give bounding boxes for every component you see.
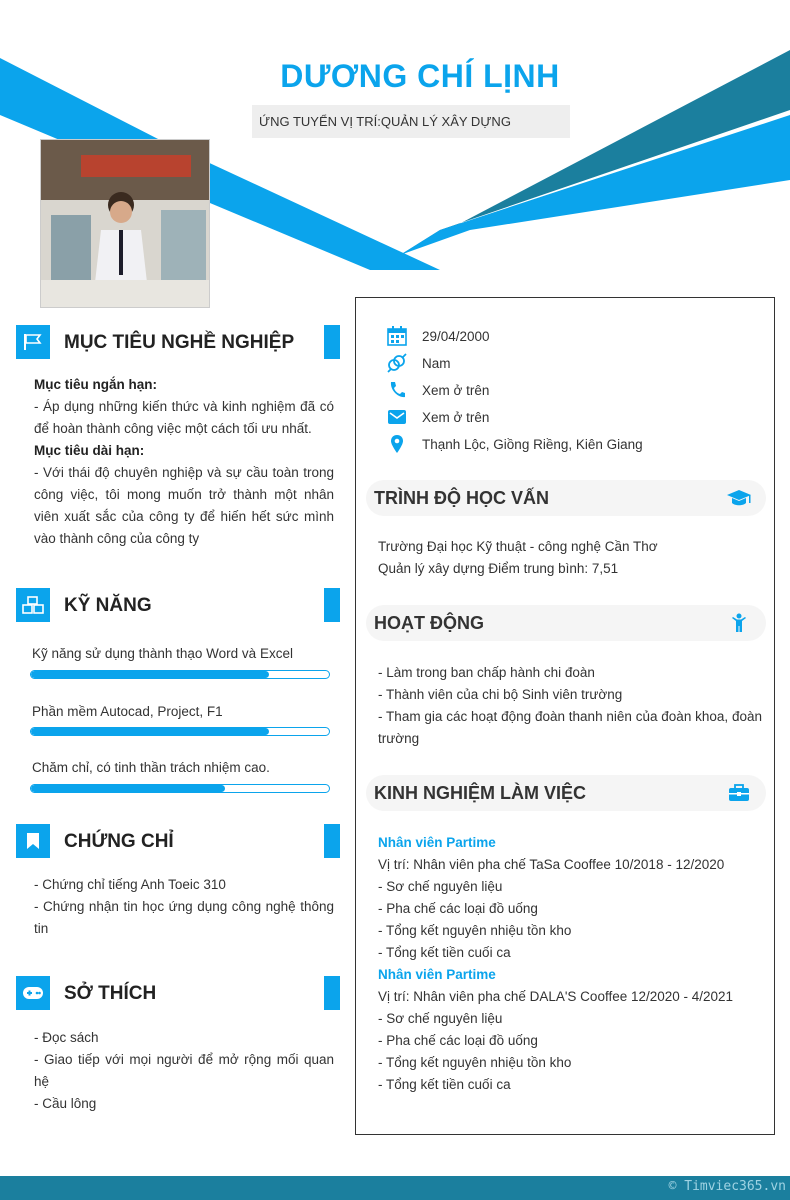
long-term-text: - Với thái độ chuyên nghiệp và sự cầu toàn trong công việc, tôi mong muốn trở thành một nhân viên xuất sắc của công ty để hiến hết sức mình vào thành công của công ty <box>34 465 334 546</box>
section-accent-bar <box>324 325 340 359</box>
contact-address <box>386 433 643 455</box>
section-experience <box>366 775 766 811</box>
footer-bar <box>0 1176 790 1200</box>
skill-bar <box>30 670 330 679</box>
activity-item: - Làm trong ban chấp hành chi đoàn <box>378 665 595 680</box>
skill-label: Kỹ năng sử dụng thành thạo Word và Excel <box>32 646 293 661</box>
section-hobbies <box>16 976 340 1010</box>
job-task: - Tổng kết tiền cuối ca <box>378 945 511 960</box>
job-title: Nhân viên Partime <box>378 835 496 850</box>
candidate-name: DƯƠNG CHÍ LỊNH <box>280 58 560 94</box>
skill-label: Phần mềm Autocad, Project, F1 <box>32 704 223 719</box>
section-title: SỞ THÍCH <box>64 983 157 1004</box>
job-detail: Vị trí: Nhân viên pha chế TaSa Cooffee 10/2018 - 12/2020 <box>378 857 725 872</box>
graduation-cap-icon <box>726 487 752 509</box>
person-icon <box>726 612 752 634</box>
education-content <box>378 536 762 580</box>
section-accent-bar <box>324 588 340 622</box>
section-education <box>366 480 766 516</box>
activity-item: - Tham gia các hoạt động đoàn thanh niên của đoàn khoa, đoàn trường <box>378 709 762 746</box>
contact-birthday <box>386 325 490 347</box>
activity-item: - Thành viên của chi bộ Sinh viên trường <box>378 687 623 702</box>
section-accent-bar <box>324 824 340 858</box>
contact-phone <box>386 379 489 401</box>
job-task: - Pha chế các loại đồ uống <box>378 1033 538 1048</box>
skill-bar <box>30 784 330 793</box>
phone-text: Xem ở trên <box>422 382 490 398</box>
job-task: - Pha chế các loại đồ uống <box>378 901 538 916</box>
phone-icon <box>386 380 408 400</box>
education-line: Trường Đại học Kỹ thuật - công nghệ Cần Thơ <box>378 539 658 554</box>
job-task: - Sơ chế nguyên liệu <box>378 1011 503 1026</box>
skill-bar <box>30 727 330 736</box>
birthday-text: 29/04/2000 <box>422 328 490 344</box>
bookmark-icon <box>16 824 50 858</box>
short-term-text: - Áp dụng những kiến thức và kinh nghiệm đã có để hoàn thành công việc một cách tối ưu nhất. <box>34 399 334 436</box>
job-title: Nhân viên Partime <box>378 967 496 982</box>
certificate-item: - Chứng chỉ tiếng Anh Toeic 310 <box>34 877 226 892</box>
contact-gender <box>386 352 451 374</box>
skill-bar-fill <box>31 728 269 735</box>
career-goal-content <box>34 374 334 550</box>
skill-label: Chăm chỉ, có tinh thần trách nhiệm cao. <box>32 760 270 775</box>
flag-icon <box>16 325 50 359</box>
skill-bar-fill <box>31 785 225 792</box>
skill-bar-fill <box>31 671 269 678</box>
section-title: MỤC TIÊU NGHỀ NGHIỆP <box>64 332 295 353</box>
section-title: CHỨNG CHỈ <box>64 831 174 852</box>
calendar-icon <box>386 326 408 346</box>
gender-text: Nam <box>422 355 451 371</box>
section-activities <box>366 605 766 641</box>
section-title: KINH NGHIỆM LÀM VIỆC <box>374 783 587 803</box>
section-skills <box>16 588 340 622</box>
map-pin-icon <box>386 434 408 454</box>
hobby-item: - Giao tiếp với mọi người để mở rộng mối quan hệ <box>34 1052 334 1089</box>
job-task: - Tổng kết nguyên nhiệu tồn kho <box>378 1055 572 1070</box>
hobby-item: - Đọc sách <box>34 1030 99 1045</box>
section-accent-bar <box>324 976 340 1010</box>
applied-position: ỨNG TUYỂN VỊ TRÍ:QUẢN LÝ XÂY DỰNG <box>252 105 570 138</box>
contact-email <box>386 406 489 428</box>
job-task: - Sơ chế nguyên liệu <box>378 879 503 894</box>
section-title: HOẠT ĐỘNG <box>374 613 484 633</box>
email-text: Xem ở trên <box>422 409 490 425</box>
section-title: KỸ NĂNG <box>64 595 152 616</box>
section-certificates <box>16 824 340 858</box>
right-panel <box>355 297 775 1135</box>
hobby-item: - Cầu lông <box>34 1096 97 1111</box>
envelope-icon <box>386 407 408 427</box>
cubes-icon <box>16 588 50 622</box>
certificate-item: - Chứng nhận tin học ứng dụng công nghệ thông tin <box>34 899 334 936</box>
address-text: Thạnh Lộc, Giồng Riềng, Kiên Giang <box>422 436 643 452</box>
gender-icon <box>386 353 408 373</box>
education-line: Quản lý xây dựng Điểm trung bình: 7,51 <box>378 561 619 576</box>
section-career-goal <box>16 325 340 359</box>
briefcase-icon <box>726 782 752 804</box>
job-detail: Vị trí: Nhân viên pha chế DALA'S Cooffee 12/2020 - 4/2021 <box>378 989 734 1004</box>
footer-watermark: © Timviec365.vn <box>668 1179 786 1194</box>
activities-content <box>378 662 762 750</box>
experience-content <box>378 832 762 1096</box>
gamepad-icon <box>16 976 50 1010</box>
certificates-content <box>34 874 334 940</box>
section-title: TRÌNH ĐỘ HỌC VẤN <box>374 488 549 508</box>
job-task: - Tổng kết nguyên nhiệu tồn kho <box>378 923 572 938</box>
job-task: - Tổng kết tiền cuối ca <box>378 1077 511 1092</box>
short-term-label: Mục tiêu ngắn hạn: <box>34 377 157 392</box>
profile-photo <box>40 139 210 308</box>
hobbies-content <box>34 1027 334 1115</box>
long-term-label: Mục tiêu dài hạn: <box>34 443 145 458</box>
